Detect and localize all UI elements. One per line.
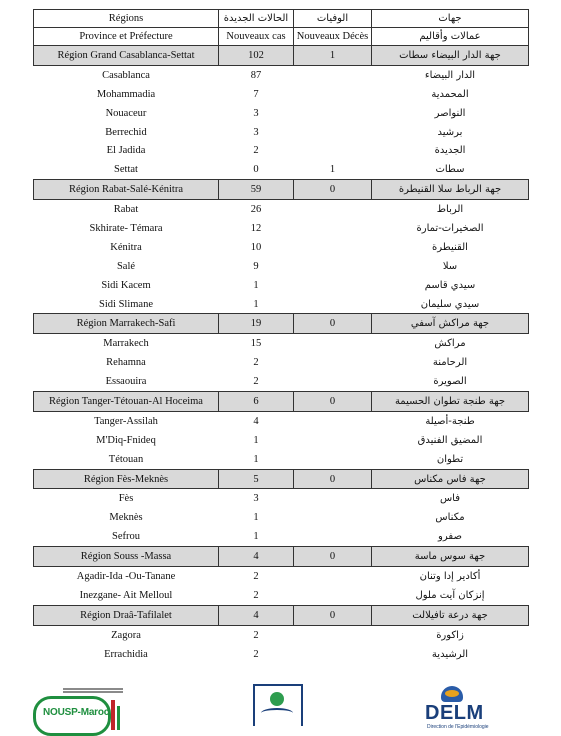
province-new-deaths xyxy=(294,219,372,238)
footer-logos xyxy=(0,680,561,732)
province-row xyxy=(34,489,529,508)
province-row xyxy=(34,645,529,664)
province-name: Zagora xyxy=(111,629,141,641)
province-row xyxy=(34,276,529,295)
logo-dot xyxy=(270,692,284,706)
region-new-cases: 5 xyxy=(219,469,294,489)
province-name-ar: الرشيدية xyxy=(431,648,469,660)
province-new-deaths: 1 xyxy=(329,164,336,176)
province-name: M'Diq-Fnideq xyxy=(96,434,156,446)
province-new-cases: 10 xyxy=(250,241,262,253)
province-name: El Jadida xyxy=(106,145,146,157)
province-name-ar: برشيد xyxy=(437,126,463,138)
province-name: Rabat xyxy=(113,204,139,216)
province-new-deaths xyxy=(294,625,372,644)
logo-wave xyxy=(261,708,293,718)
province-new-cases: 26 xyxy=(250,204,262,216)
province-new-cases: 87 xyxy=(250,69,262,81)
region-row xyxy=(34,180,529,200)
province-row xyxy=(34,567,529,586)
province-name: Kénitra xyxy=(110,241,142,253)
province-name: Marrakech xyxy=(103,338,149,350)
province-name-ar: سيدي قاسم xyxy=(424,279,476,291)
region-new-deaths: 0 xyxy=(294,392,372,412)
region-name: Région Souss -Massa xyxy=(34,547,219,567)
province-row xyxy=(34,65,529,84)
region-name-ar: جهة مراكش آسفي xyxy=(372,314,529,334)
header-new-cases-ar: الحالات الجديدة xyxy=(219,10,294,28)
province-new-deaths xyxy=(294,238,372,257)
header-new-deaths: Nouveaux Décès xyxy=(294,28,372,46)
region-name-ar: جهة الرباط سلا القنيطرة xyxy=(372,180,529,200)
province-row xyxy=(34,219,529,238)
region-new-cases: 4 xyxy=(219,547,294,567)
province-new-deaths xyxy=(294,489,372,508)
province-row xyxy=(34,141,529,160)
province-new-deaths xyxy=(294,567,372,586)
province-name-ar: مكناس xyxy=(435,512,465,524)
region-new-deaths: 0 xyxy=(294,180,372,200)
region-name-ar: جهة سوس ماسة xyxy=(372,547,529,567)
province-new-cases: 1 xyxy=(253,434,259,446)
province-new-cases: 1 xyxy=(253,531,259,543)
province-new-cases: 7 xyxy=(253,88,259,100)
province-new-deaths xyxy=(294,65,372,84)
region-new-cases: 4 xyxy=(219,605,294,625)
province-row xyxy=(34,85,529,104)
province-new-cases: 3 xyxy=(253,493,259,505)
province-name-ar: أكادير إدا وتنان xyxy=(419,570,481,582)
province-new-deaths xyxy=(294,431,372,450)
nousp-logo-text: NOUSP-Maroc xyxy=(43,707,110,718)
ministry-logo xyxy=(253,684,303,728)
province-new-cases: 2 xyxy=(253,357,259,369)
province-name-ar: المحمدية xyxy=(431,88,469,100)
province-name: Tanger-Assilah xyxy=(94,415,158,427)
province-name: Mohammadia xyxy=(96,88,156,100)
delm-logo-text: DELM xyxy=(425,702,484,724)
region-new-deaths: 0 xyxy=(294,547,372,567)
province-row xyxy=(34,200,529,219)
province-new-cases: 3 xyxy=(253,107,259,119)
header-province: Province et Préfecture xyxy=(34,28,219,46)
province-row xyxy=(34,257,529,276)
province-new-cases: 9 xyxy=(253,260,259,272)
region-row xyxy=(34,314,529,334)
province-new-deaths xyxy=(294,372,372,391)
province-name: Sefrou xyxy=(112,531,140,543)
province-name-ar: زاكورة xyxy=(436,629,464,641)
province-name-ar: تطوان xyxy=(436,453,464,465)
province-new-deaths xyxy=(294,527,372,546)
region-new-deaths: 1 xyxy=(294,46,372,66)
province-name: Settat xyxy=(114,164,138,176)
province-new-deaths xyxy=(294,123,372,142)
province-new-cases: 1 xyxy=(253,512,259,524)
province-row xyxy=(34,104,529,123)
province-name: Inezgane- Ait Melloul xyxy=(79,589,173,601)
header-deaths-ar: الوفيات xyxy=(294,10,372,28)
province-row xyxy=(34,123,529,142)
province-new-cases: 2 xyxy=(253,145,259,157)
province-new-deaths xyxy=(294,586,372,605)
province-new-cases: 15 xyxy=(250,338,262,350)
province-name-ar: الصخيرات-تمارة xyxy=(416,222,484,234)
province-name: Errachidia xyxy=(104,648,148,660)
region-name-ar: جهة درعة تافيلالت xyxy=(372,605,529,625)
header-regions: Régions xyxy=(34,10,219,28)
province-name: Berrechid xyxy=(105,126,147,138)
delm-logo-subtitle: Direction de l'Epidémiologie xyxy=(427,724,489,730)
province-row xyxy=(34,625,529,644)
province-name-ar: إنزكان آيت ملول xyxy=(415,589,485,601)
header-province-ar: عمالات وأقاليم xyxy=(372,28,529,46)
province-new-deaths xyxy=(294,334,372,353)
region-new-cases: 102 xyxy=(219,46,294,66)
region-row xyxy=(34,392,529,412)
province-row xyxy=(34,353,529,372)
region-name-ar: جهة فاس مكناس xyxy=(372,469,529,489)
province-name: Rehamna xyxy=(106,357,146,369)
province-name-ar: سطات xyxy=(435,164,465,176)
header-row-2 xyxy=(34,28,529,46)
region-name-ar: جهة طنجة تطوان الحسيمة xyxy=(372,392,529,412)
nousp-logo xyxy=(33,688,133,732)
province-name-ar: الدار البيضاء xyxy=(424,69,476,81)
province-name: Skhirate- Témara xyxy=(89,222,163,234)
province-new-cases: 1 xyxy=(253,298,259,310)
region-new-cases: 59 xyxy=(219,180,294,200)
header-new-cases: Nouveaux cas xyxy=(219,28,294,46)
region-name: Région Draâ-Tafilalet xyxy=(34,605,219,625)
province-new-deaths xyxy=(294,257,372,276)
province-new-deaths xyxy=(294,104,372,123)
province-new-deaths xyxy=(294,411,372,430)
province-new-cases: 0 xyxy=(253,164,259,176)
province-name-ar: الجديدة xyxy=(434,145,466,157)
region-row xyxy=(34,605,529,625)
province-new-cases: 3 xyxy=(253,126,259,138)
logo-green-bar xyxy=(117,706,120,730)
region-name: Région Fès-Meknès xyxy=(34,469,219,489)
province-new-cases: 4 xyxy=(253,415,259,427)
province-name: Meknès xyxy=(109,512,143,524)
delm-logo xyxy=(423,686,493,732)
cases-table-body xyxy=(34,10,529,664)
province-name-ar: طنجة-أصيلة xyxy=(425,415,475,427)
province-name: Fès xyxy=(118,493,134,505)
region-new-cases: 19 xyxy=(219,314,294,334)
province-name: Casablanca xyxy=(102,69,150,81)
region-name: Région Rabat-Salé-Kénitra xyxy=(34,180,219,200)
header-regions-ar: جهات xyxy=(372,10,529,28)
province-row xyxy=(34,527,529,546)
province-new-deaths xyxy=(294,85,372,104)
region-new-deaths: 0 xyxy=(294,314,372,334)
province-row xyxy=(34,295,529,314)
province-name-ar: سيدي سليمان xyxy=(420,298,480,310)
province-row xyxy=(34,372,529,391)
province-name: Sidi Kacem xyxy=(101,279,151,291)
province-name: Essaouira xyxy=(105,376,147,388)
region-row xyxy=(34,547,529,567)
province-row xyxy=(34,160,529,179)
province-new-deaths xyxy=(294,450,372,469)
province-name: Tétouan xyxy=(108,453,144,465)
province-name-ar: سلا xyxy=(442,260,458,272)
province-name-ar: الرباط xyxy=(436,204,464,216)
region-row xyxy=(34,46,529,66)
province-row xyxy=(34,508,529,527)
province-row xyxy=(34,450,529,469)
cases-table xyxy=(33,9,529,664)
region-name-ar: جهة الدار البيضاء سطات xyxy=(372,46,529,66)
province-new-deaths xyxy=(294,508,372,527)
province-new-deaths xyxy=(294,645,372,664)
header-row-1 xyxy=(34,10,529,28)
logo-header-lines xyxy=(63,688,123,696)
province-name-ar: القنيطرة xyxy=(432,241,468,253)
province-row xyxy=(34,411,529,430)
province-name-ar: فاس xyxy=(439,493,461,505)
province-new-deaths xyxy=(294,276,372,295)
logo-red-bar xyxy=(111,700,115,730)
province-new-cases: 2 xyxy=(253,589,259,601)
region-row xyxy=(34,469,529,489)
province-row xyxy=(34,238,529,257)
province-name: Agadir-Ida -Ou-Tanane xyxy=(76,570,176,582)
province-new-deaths xyxy=(294,141,372,160)
province-new-cases: 2 xyxy=(253,648,259,660)
globe-icon xyxy=(441,686,463,702)
province-new-cases: 2 xyxy=(253,629,259,641)
province-name-ar: النواصر xyxy=(434,107,466,119)
province-row xyxy=(34,334,529,353)
province-name: Salé xyxy=(116,260,136,272)
province-new-cases: 2 xyxy=(253,376,259,388)
region-new-cases: 6 xyxy=(219,392,294,412)
region-name: Région Marrakech-Safi xyxy=(34,314,219,334)
province-name-ar: المضيق الفنيدق xyxy=(417,434,483,446)
province-name-ar: مراكش xyxy=(434,338,466,350)
province-row xyxy=(34,586,529,605)
province-new-deaths xyxy=(294,353,372,372)
province-name-ar: صفرو xyxy=(438,531,462,543)
province-new-deaths xyxy=(294,200,372,219)
province-new-deaths xyxy=(294,295,372,314)
province-name: Nouaceur xyxy=(105,107,147,119)
region-new-deaths: 0 xyxy=(294,605,372,625)
region-name: Région Grand Casablanca-Settat xyxy=(34,46,219,66)
province-new-cases: 1 xyxy=(253,453,259,465)
province-name-ar: الرحامنة xyxy=(432,357,468,369)
province-new-cases: 2 xyxy=(253,570,259,582)
region-new-deaths: 0 xyxy=(294,469,372,489)
province-name: Sidi Slimane xyxy=(99,298,153,310)
province-row xyxy=(34,431,529,450)
region-name: Région Tanger-Tétouan-Al Hoceima xyxy=(34,392,219,412)
province-new-cases: 1 xyxy=(253,279,259,291)
province-new-cases: 12 xyxy=(250,222,262,234)
province-name-ar: الصويرة xyxy=(433,376,467,388)
